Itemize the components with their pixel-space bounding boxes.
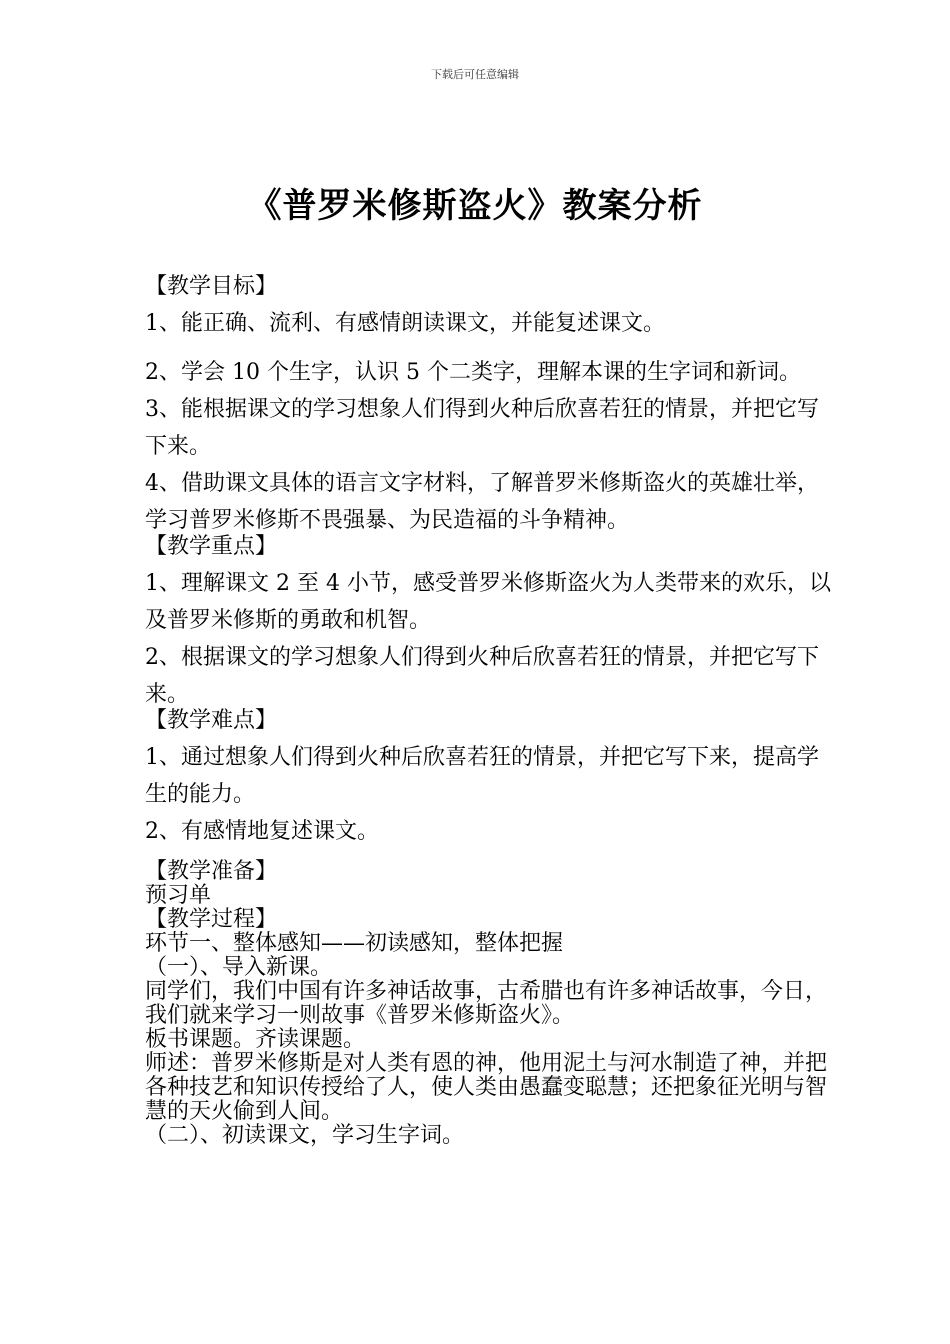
difficulties-heading: 【教学难点】 bbox=[145, 708, 278, 733]
preparation-text: 预习单 bbox=[145, 883, 212, 908]
key-points-heading: 【教学重点】 bbox=[145, 534, 278, 559]
key-point-2: 2、根据课文的学习想象人们得到火种后欣喜若狂的情景，并把它写下来。 bbox=[145, 645, 819, 707]
key-point-1: 1、理解课文 2 至 4 小节，感受普罗米修斯盗火为人类带来的欢乐，以及普罗米修斯的勇敢和机智。 bbox=[145, 571, 831, 633]
header-note: 下载后可任意编辑 bbox=[431, 68, 519, 81]
process-heading: 【教学过程】 bbox=[145, 907, 278, 932]
objective-3: 3、能根据课文的学习想象人们得到火种后欣喜若狂的情景，并把它写下来。 bbox=[145, 397, 819, 459]
intro-text: 同学们，我们中国有许多神话故事，古希腊也有许多神话故事，今日，我们就来学习一则故事《普罗米修斯盗火》。 bbox=[145, 979, 828, 1028]
difficulty-1: 1、通过想象人们得到火种后欣喜若狂的情景，并把它写下来，提高学生的能力。 bbox=[145, 745, 819, 807]
preparation-heading: 【教学准备】 bbox=[145, 859, 278, 884]
document-body bbox=[145, 268, 835, 1148]
objective-4: 4、借助课文具体的语言文字材料，了解普罗米修斯盗火的英雄壮举，学习普罗米修斯不畏强暴、为民造福的斗争精神。 bbox=[145, 471, 819, 533]
board-text: 板书课题。齐读课题。 bbox=[145, 1027, 366, 1052]
objective-2: 2、学会 10 个生字，认识 5 个二类字，理解本课的生字词和新词。 bbox=[145, 360, 801, 385]
page-title: 《普罗米修斯盗火》教案分析 bbox=[247, 186, 703, 226]
objectives-heading: 【教学目标】 bbox=[145, 274, 278, 299]
difficulty-2: 2、有感情地复述课文。 bbox=[145, 819, 379, 844]
objective-1: 1、能正确、流利、有感情朗读课文，并能复述课文。 bbox=[145, 311, 665, 336]
step-1-1: （一）、导入新课。 bbox=[145, 955, 333, 980]
step-1-2: （二）、初读课文，学习生字词。 bbox=[145, 1123, 465, 1148]
step-1: 环节一、整体感知——初读感知，整体把握 bbox=[145, 931, 564, 956]
teacher-text: 师述：普罗米修斯是对人类有恩的神，他用泥土与河水制造了神，并把各种技艺和知识传授给了人，使人类由愚蠢变聪慧；还把象征光明与智慧的天火偷到人间。 bbox=[145, 1051, 828, 1124]
